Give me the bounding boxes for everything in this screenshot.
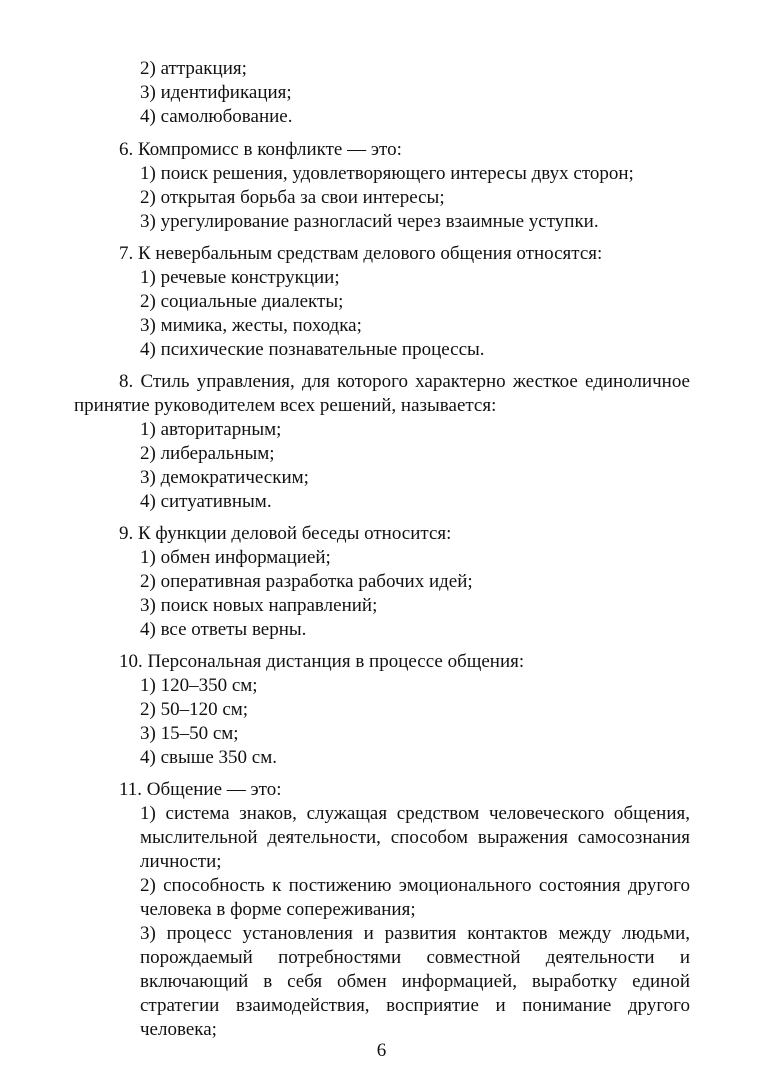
option: 1) авторитарным; (140, 419, 282, 440)
option: 2) оперативная разработка рабочих идей; (140, 571, 473, 592)
question-6 (74, 138, 690, 234)
question-text: 7. К невербальным средствам делового общения относятся: (119, 243, 603, 264)
question-11 (74, 778, 690, 1042)
question-text: 8. Стиль управления, для которого характерно жесткое единоличное принятие руководителем всех решений, называется: (74, 371, 690, 416)
test-questions (74, 57, 690, 1050)
option: 1) обмен информацией; (140, 547, 331, 568)
question-9 (74, 522, 690, 642)
option: 1) система знаков, служащая средством человеческого общения, мыслительной деятельности, способом выражения самосознания личности; (140, 803, 690, 872)
option: 3) поиск новых направлений; (140, 595, 378, 616)
option: 4) психические познавательные процессы. (140, 339, 485, 360)
option: 4) свыше 350 см. (140, 747, 278, 768)
question-8 (74, 370, 690, 514)
option: 3) процесс установления и развития контактов между людьми, порождаемый потребностями совместной деятельности и включающий в себя обмен информацией, выработку единой стратегии взаимодействия, восприятие и понимание другого человека; (140, 923, 690, 1040)
option: 1) 120–350 см; (140, 675, 258, 696)
question-10 (74, 650, 690, 770)
option: 4) самолюбование. (140, 106, 293, 127)
question-text: 11. Общение — это: (119, 779, 282, 800)
option: 3) демократическим; (140, 467, 309, 488)
question-5-continued (74, 57, 690, 129)
option: 1) поиск решения, удовлетворяющего интересы двух сторон; (140, 163, 634, 184)
option: 3) идентификация; (140, 82, 292, 103)
option: 2) открытая борьба за свои интересы; (140, 187, 445, 208)
option: 2) аттракция; (140, 58, 247, 79)
option: 2) способность к постижению эмоционального состояния другого человека в форме сопереживания; (140, 875, 690, 920)
question-text: 10. Персональная дистанция в процессе общения: (119, 651, 525, 672)
option: 2) 50–120 см; (140, 699, 249, 720)
question-text: 6. Компромисс в конфликте — это: (119, 139, 402, 160)
option: 1) речевые конструкции; (140, 267, 340, 288)
option: 4) все ответы верны. (140, 619, 307, 640)
question-text: 9. К функции деловой беседы относится: (119, 523, 452, 544)
option: 3) мимика, жесты, походка; (140, 315, 362, 336)
option: 2) либеральным; (140, 443, 275, 464)
question-7 (74, 242, 690, 362)
option: 4) ситуативным. (140, 491, 272, 512)
option: 3) урегулирование разногласий через взаимные уступки. (140, 211, 599, 232)
option: 2) социальные диалекты; (140, 291, 344, 312)
page-number: 6 (376, 1040, 387, 1061)
option: 3) 15–50 см; (140, 723, 239, 744)
